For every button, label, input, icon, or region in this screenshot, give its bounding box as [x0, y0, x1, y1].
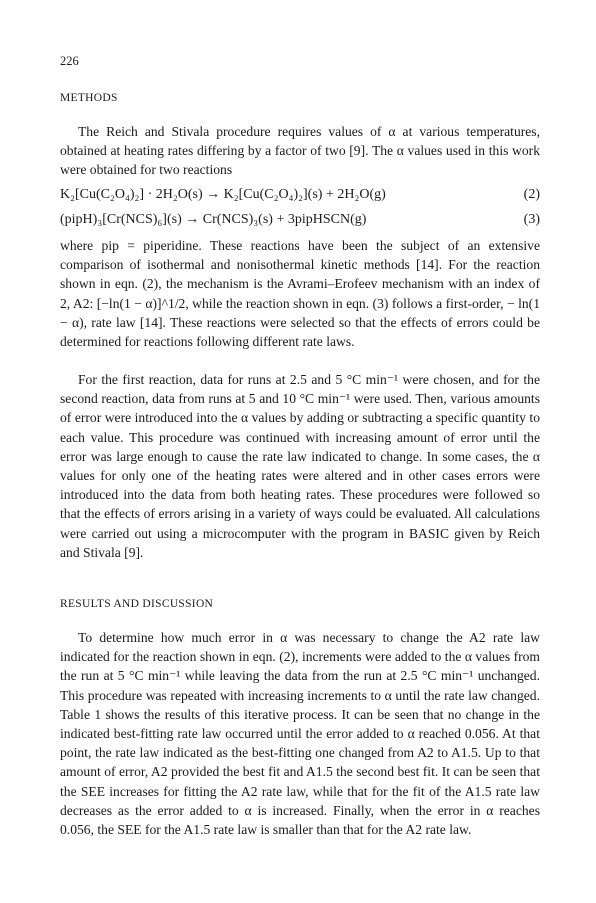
paragraph-text: For the first reaction, data for runs at 2.5 and 5 °C min⁻¹ were chosen, and for the second reaction, data from runs at 5 and 10 °C min⁻¹ were used. Then, various amounts of error were introduced into the α values by adding or subtracting a specific quantity to each value. This procedure was continued with increasing amount of error until the error was large enough to cause the rate law indicated to change. In some cases, the α values for only one of the heating rates were altered and in other cases errors were introduced into the data from both heating rates. These procedures were followed so that the effects of errors arising in a variety of ways could be evaluated. All calculations were carried out using a microcomputer with the program in BASIC given by Reich and Stivala [9].: [60, 372, 540, 560]
methods-paragraph-1: [60, 122, 540, 180]
results-heading: RESULTS AND DISCUSSION: [60, 598, 214, 610]
equation-3-text: (pipH)₃[Cr(NCS)₆](s) → Cr(NCS)₃(s) + 3pipHSCN(g): [60, 212, 367, 227]
page-number: 226: [60, 54, 79, 68]
equation-2-number: (2): [523, 187, 540, 202]
equation-2: [60, 184, 540, 206]
paragraph-text: where pip = piperidine. These reactions have been the subject of an extensive comparison of isothermal and nonisothermal kinetic methods [14]. For the reaction shown in eqn. (2), the mechanism is the Avrami–Erofeev mechanism with an index of 2, A2: [−ln(1 − α)]^1/2, while the reaction shown in eqn. (3) follows a first-order, − ln(1 − α), rate law [14]. These reactions were selected so that the effects of errors could be determined for reactions following different rate laws.: [60, 238, 540, 350]
paragraph-text: The Reich and Stivala procedure requires values of α at various temperatures, obtained at heating rates differing by a factor of two [9]. The α values used in this work were obtained for two reactions: [60, 124, 540, 178]
methods-heading: METHODS: [60, 92, 118, 104]
results-paragraph-1: [60, 628, 540, 839]
equation-3: [60, 209, 540, 231]
methods-paragraph-3: [60, 370, 540, 562]
equation-2-text: K₂[Cu(C₂O₄)₂] · 2H₂O(s) → K₂[Cu(C₂O₄)₂](s) + 2H₂O(g): [60, 187, 386, 202]
paragraph-text: To determine how much error in α was necessary to change the A2 rate law indicated for the reaction shown in eqn. (2), increments were added to the α values from the run at 5 °C min⁻¹ while leaving the data from the run at 2.5 °C min⁻¹ unchanged. This procedure was repeated with increasing increments to α until the rate law changed. Table 1 shows the results of this iterative process. It can be seen that no change in the indicated best-fitting rate law occurred until the error added to α reached 0.056. At that point, the rate law indicated as the best-fitting one changed from A2 to A1.5. Up to that amount of error, A2 provided the best fit and A1.5 the second best fit. It can be seen that the SEE increases for fitting the A2 rate law, while that for the fit of the A1.5 rate law decreases as the error added to α is increased. Finally, when the error in α reaches 0.056, the SEE for the A1.5 rate law is smaller than that for the A2 rate law.: [60, 630, 540, 838]
methods-paragraph-2: [60, 236, 540, 351]
equation-3-number: (3): [523, 212, 540, 227]
